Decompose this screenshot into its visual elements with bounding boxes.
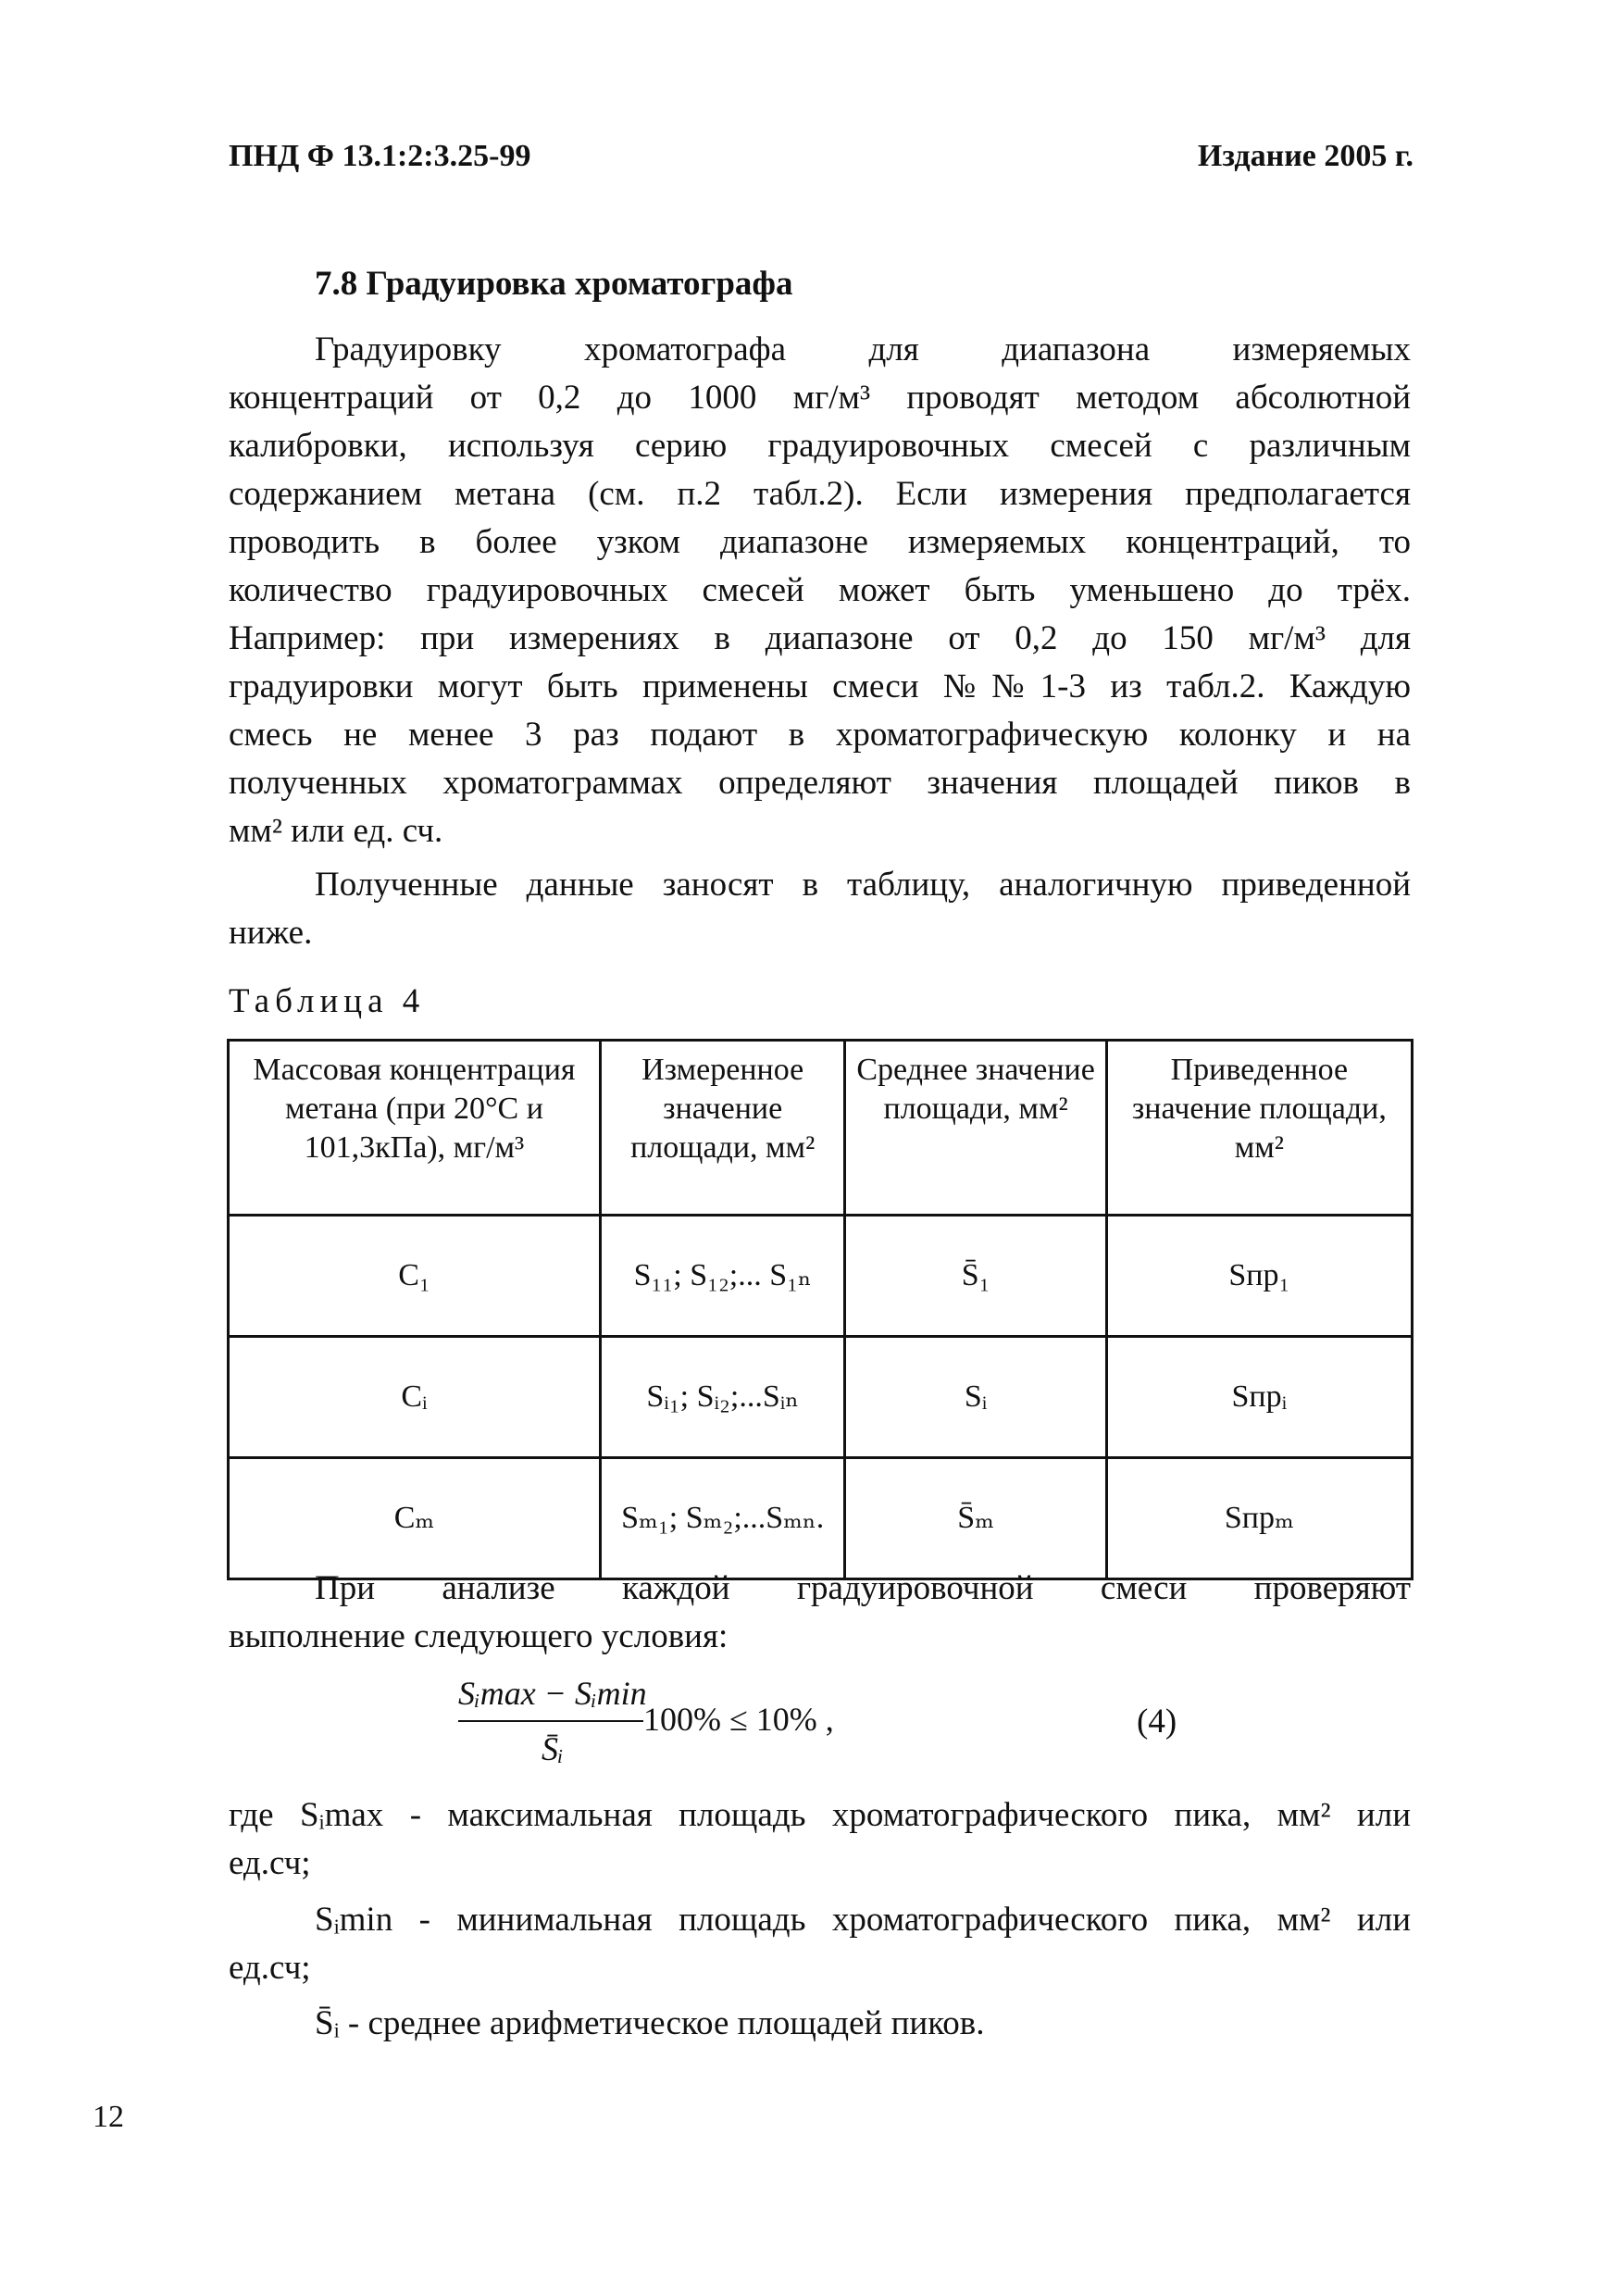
header-concentration: Массовая концентрация метана (при 20°С и 101,3кПа), мг/м³ <box>229 1041 601 1216</box>
paragraph-line: мм² или ед. сч. <box>229 812 443 850</box>
definition-line: ед.сч; <box>229 1844 311 1882</box>
calibration-table <box>227 1039 1414 1580</box>
table-cell: Sᵢ₁; Sᵢ₂;...Sᵢₙ <box>600 1337 845 1458</box>
paragraph-line: содержанием метана (см. п.2 табл.2). Если измерения предполагается <box>229 475 1411 513</box>
paragraph-line: Градуировку хроматографа для диапазона измеряемых <box>315 331 1411 368</box>
paragraph-line: смесь не менее 3 раз подают в хроматографическую колонку и на <box>229 716 1411 754</box>
paragraph-line: Полученные данные заносят в таблицу, аналогичную приведенной <box>315 866 1411 904</box>
paragraph-table-intro <box>229 861 1411 957</box>
formula-percent-condition: 100% ≤ 10% <box>643 1701 817 1738</box>
document-code: ПНД Ф 13.1:2:3.25-99 <box>229 139 531 173</box>
table-cell: C₁ <box>229 1216 601 1337</box>
definition-line: Sᵢmin - минимальная площадь хроматографического пика, мм² или <box>315 1901 1411 1939</box>
table-row <box>229 1458 1413 1579</box>
table-cell: S₁₁; S₁₂;... S₁ₙ <box>600 1216 845 1337</box>
header-mean-area: Среднее значение площади, мм² <box>845 1041 1106 1216</box>
table-row <box>229 1216 1413 1337</box>
edition-label: Издание 2005 г. <box>1197 139 1414 173</box>
fraction-bar <box>458 1720 643 1722</box>
table-cell: Sпр₁ <box>1106 1216 1412 1337</box>
paragraph-line: выполнение следующего условия: <box>229 1617 729 1655</box>
header-measured-area: Измеренное значение площади, мм² <box>600 1041 845 1216</box>
table-cell: Cₘ <box>229 1458 601 1579</box>
definition-smin <box>229 1896 1411 1992</box>
definition-smax <box>229 1791 1411 1888</box>
section-title: 7.8 Градуировка хроматографа <box>315 265 793 303</box>
paragraph-line: концентраций от 0,2 до 1000 мг/м³ проводят методом абсолютной <box>229 379 1411 417</box>
formula-comma: , <box>825 1701 834 1738</box>
paragraph-line: калибровки, используя серию градуировочных смесей с различным <box>229 427 1411 465</box>
table-cell: S̄ₘ <box>845 1458 1106 1579</box>
page-number: 12 <box>93 2100 124 2134</box>
table-cell: Sᵢ <box>845 1337 1106 1458</box>
paragraph-line: При анализе каждой градуировочной смеси проверяют <box>315 1569 1411 1607</box>
formula-rest <box>643 1700 834 1739</box>
formula-numerator: Sᵢmax − Sᵢmin <box>458 1675 647 1712</box>
paragraph-line: градуировки могут быть применены смеси №№1-3 из табл.2. Каждую <box>229 668 1411 705</box>
paragraph-line: проводить в более узком диапазоне измеряемых концентраций, то <box>229 523 1411 561</box>
table-caption: Таблица 4 <box>229 982 426 1020</box>
header-reduced-area: Приведенное значение площади, мм² <box>1106 1041 1412 1216</box>
table-cell: Sₘ₁; Sₘ₂;...Sₘₙ. <box>600 1458 845 1579</box>
paragraph-line: полученных хроматограммах определяют значения площадей пиков в <box>229 764 1411 802</box>
table-cell: Sпрᵢ <box>1106 1337 1412 1458</box>
paragraph-line: Например: при измерениях в диапазоне от 0,2 до 150 мг/м³ для <box>229 619 1411 657</box>
definition-smean <box>229 2000 1411 2048</box>
definition-line: где Sᵢmax - максимальная площадь хроматографического пика, мм² или <box>229 1796 1411 1834</box>
formula-denominator: S̄ᵢ <box>542 1730 564 1767</box>
definition-line: ед.сч; <box>229 1949 311 1987</box>
table-header-row <box>229 1041 1413 1216</box>
equation-number: (4) <box>1137 1703 1177 1741</box>
table-row <box>229 1337 1413 1458</box>
table-cell: Sпрₘ <box>1106 1458 1412 1579</box>
definition-line: S̄ᵢ - среднее арифметическое площадей пиков. <box>315 2004 985 2042</box>
table-cell: Cᵢ <box>229 1337 601 1458</box>
paragraph-line: ниже. <box>229 914 313 952</box>
table-cell: S̄₁ <box>845 1216 1106 1337</box>
paragraph-line: количество градуировочных смесей может быть уменьшено до трёх. <box>229 571 1411 609</box>
paragraph-calibration <box>229 326 1411 855</box>
paragraph-condition <box>229 1565 1411 1661</box>
